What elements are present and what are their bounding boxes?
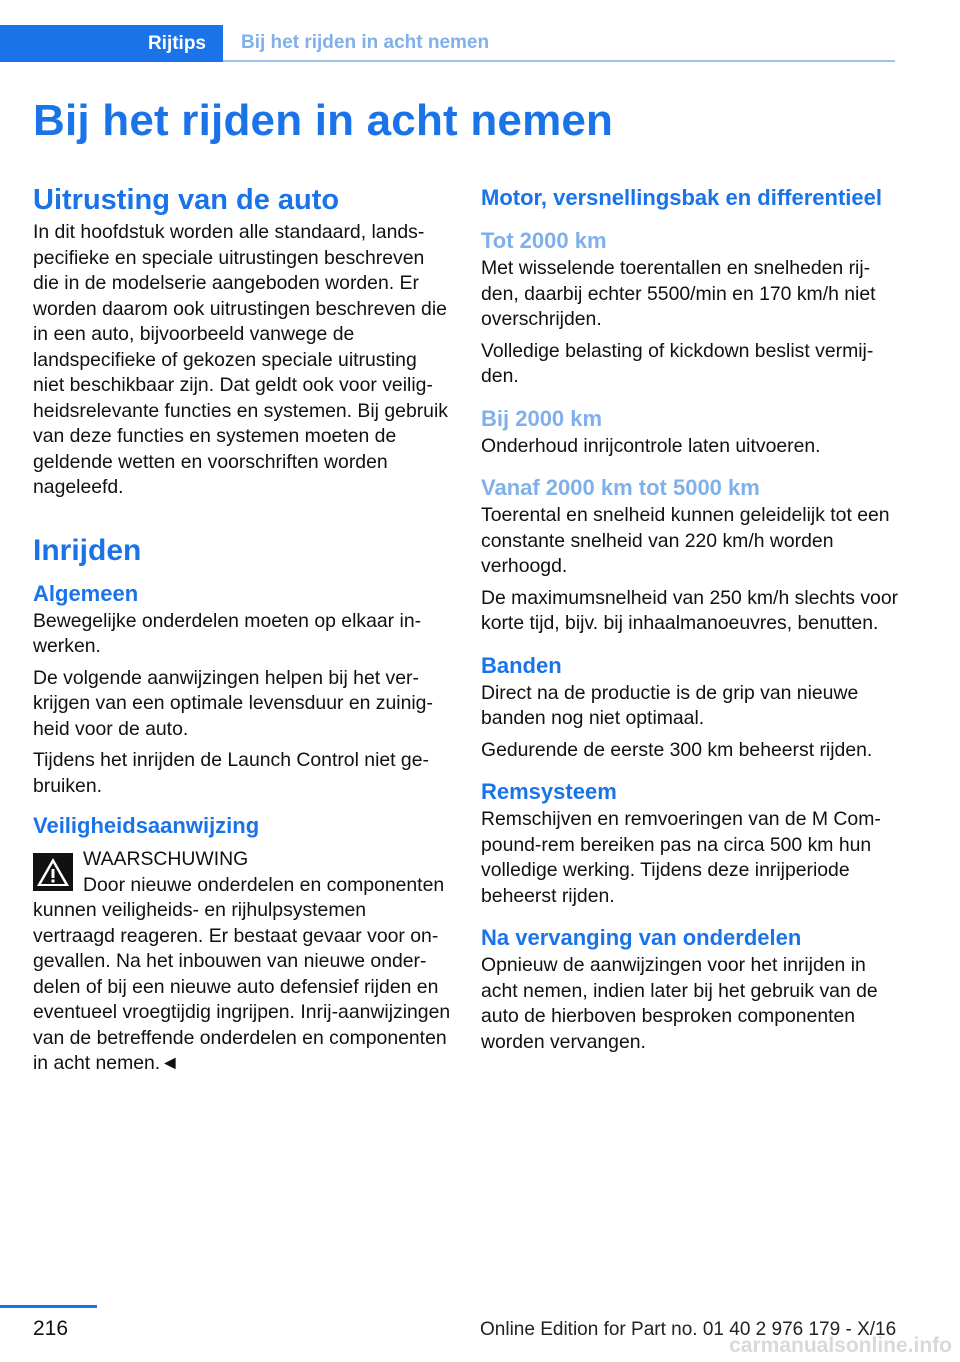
footer-rule	[0, 1305, 97, 1308]
page-number: 216	[33, 1317, 69, 1340]
warning-block	[33, 847, 451, 1077]
edition-text: Online Edition for Part no. 01 40 2 976 179 - X/16	[480, 1319, 897, 1340]
warning-triangle-icon	[33, 853, 73, 891]
right-column	[481, 180, 901, 1061]
general-paragraph-1: Bewegelijke onderdelen moeten op elkaar inwerken.	[33, 609, 422, 657]
from2000-paragraph-1: Toerental en snelheid kunnen geleidelijk tot een constante snelheid van 220 km/h worden verhoogd.	[481, 504, 890, 577]
breakin-heading: Inrijden	[33, 533, 142, 567]
at2000-heading: Bij 2000 km	[481, 405, 603, 431]
tires-paragraph-1: Direct na de productie is de grip van nieuwe banden nog niet optimaal.	[481, 681, 859, 729]
equipment-heading: Uitrusting van de auto	[33, 184, 340, 216]
replace-heading: Na vervanging van onderdelen	[481, 925, 802, 950]
from2000-heading: Vanaf 2000 km tot 5000 km	[481, 475, 760, 500]
general-paragraph-3: Tijdens het inrijden de Launch Control niet gebruiken.	[33, 749, 429, 797]
left-column	[33, 180, 451, 1083]
replace-paragraph-1: Opnieuw de aanwijzingen voor het inrijden in acht nemen, indien later bij het gebruik van de auto de hierboven besproken componenten worden vervangen.	[481, 954, 878, 1053]
header-bar	[0, 25, 895, 62]
equipment-text: In dit hoofdstuk worden alle standaard, landspecifieke en speciale uitrustingen beschreven die in de modelserie aangeboden worden. Er worden daarom ook uitrustingen beschreven die in een auto, bijvoorbeeld vanwege de landspecifieke of gekozen speciale uitrusting niet beschikbaar zijn. Dat geldt ook voor veiligheidsrelevante functies en systemen. Bij gebruik van deze functies en systemen moeten de geldende wetten en voorschriften worden nageleefd.	[33, 221, 448, 498]
engine-heading: Motor, versnellingsbak en differentieel	[481, 185, 882, 210]
page-title: Bij het rijden in acht nemen	[33, 96, 614, 145]
watermark: carmanualsonline.info	[729, 1334, 952, 1357]
header-subsection[interactable]: Bij het rijden in acht nemen	[223, 25, 895, 62]
warning-text: Door nieuwe onderdelen en componenten kunnen veiligheids- en rijhulpsystemen vertraagd reageren. Er bestaat gevaar voor ongevallen. Na het inbouwen van nieuwe onderdelen of bij een nieuwe auto defensief rijden en eventueel vroegtijdig ingrijpen. Inrij-aanwijzingen van de betreffende onderdelen en componenten in acht nemen.◄	[33, 873, 451, 1074]
to2000-paragraph-2: Volledige belasting of kickdown beslist vermijden.	[481, 339, 874, 387]
warning-label: WAARSCHUWING	[83, 848, 249, 870]
tires-paragraph-2: Gedurende de eerste 300 km beheerst rijden.	[481, 738, 873, 761]
brakes-heading: Remsysteem	[481, 779, 617, 804]
at2000-paragraph-1: Onderhoud inrijcontrole laten uitvoeren.	[481, 434, 821, 457]
to2000-paragraph-1: Met wisselende toerentallen en snelheden rijden, daarbij echter 5500/min en 170 km/h niet overschrijden.	[481, 257, 876, 330]
header-section-tab[interactable]: Rijtips	[0, 25, 223, 62]
general-heading: Algemeen	[33, 580, 139, 606]
tires-heading: Banden	[481, 652, 562, 678]
brakes-paragraph-1: Remschijven en remvoeringen van de M Compound-rem bereiken pas na circa 500 km hun volledige werking. Tijdens deze inrijperiode beheerst rijden.	[481, 808, 881, 907]
general-paragraph-2: De volgende aanwijzingen helpen bij het verkrijgen van een optimale levensduur en zuinigheid voor de auto.	[33, 666, 433, 740]
safety-heading: Veiligheidsaanwijzing	[33, 813, 260, 838]
from2000-paragraph-2: De maximumsnelheid van 250 km/h slechts voor korte tijd, bijv. bij inhaalmanoeuvres, benutten.	[481, 586, 899, 634]
to2000-heading: Tot 2000 km	[481, 228, 607, 253]
